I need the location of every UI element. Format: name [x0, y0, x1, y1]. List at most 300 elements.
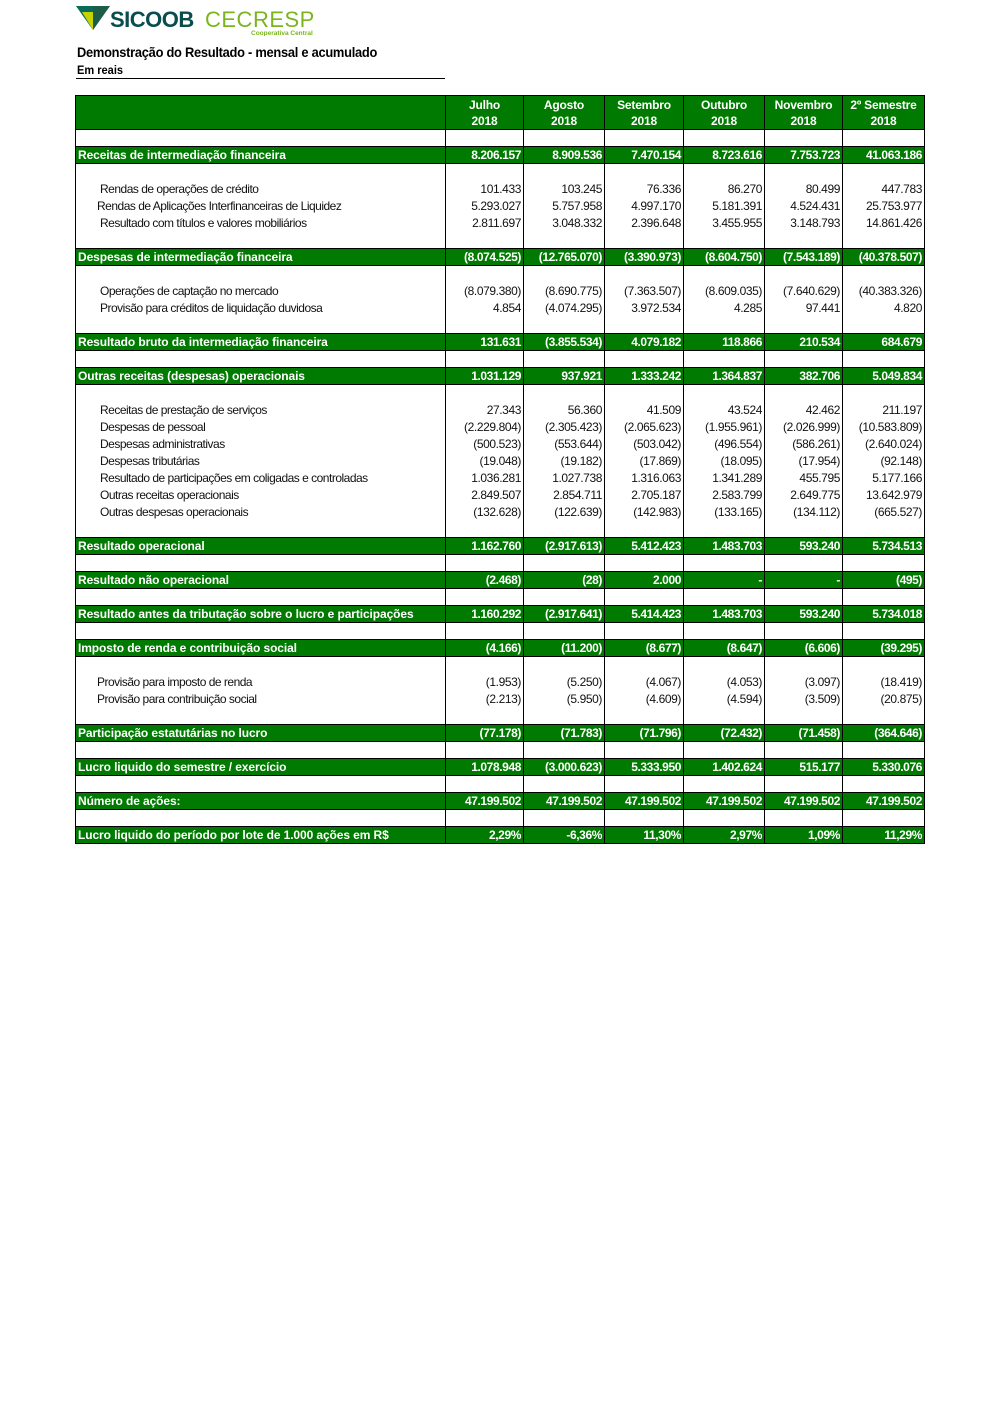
empty-cell — [524, 555, 605, 572]
value-cell: 937.921 — [524, 368, 605, 385]
column-month: Agosto — [543, 97, 585, 112]
value-cell: 3.972.534 — [605, 300, 684, 317]
value-cell: 1.027.738 — [524, 470, 605, 487]
column-year: 2018 — [631, 113, 657, 128]
row-label: Resultado de participações em coligadas e controladas — [76, 470, 446, 487]
empty-cell — [684, 589, 765, 606]
value-cell: 593.240 — [765, 538, 843, 555]
value-cell: (40.383.326) — [843, 283, 925, 300]
value-cell: 3.048.332 — [524, 215, 605, 232]
empty-cell — [843, 317, 925, 334]
empty-cell — [76, 232, 446, 249]
value-cell: (5.250) — [524, 674, 605, 691]
brand-name-part1: SICOOB — [110, 7, 194, 32]
sicoob-chevron-icon — [76, 6, 110, 30]
value-cell: (71.796) — [605, 725, 684, 742]
row-label: Resultado não operacional — [76, 572, 446, 589]
value-cell: (2.213) — [446, 691, 524, 708]
empty-cell — [765, 742, 843, 759]
row-label: Despesas de intermediação financeira — [76, 249, 446, 266]
value-cell: (132.628) — [446, 504, 524, 521]
value-cell: (72.432) — [684, 725, 765, 742]
value-cell: (7.640.629) — [765, 283, 843, 300]
value-cell: (496.554) — [684, 436, 765, 453]
value-cell: 2.649.775 — [765, 487, 843, 504]
empty-cell — [605, 657, 684, 674]
empty-cell — [524, 385, 605, 402]
value-cell: (8.647) — [684, 640, 765, 657]
value-cell: - — [684, 572, 765, 589]
value-cell: (2.305.423) — [524, 419, 605, 436]
column-month: Julho — [469, 97, 500, 112]
empty-cell — [446, 589, 524, 606]
value-cell: 1.162.760 — [446, 538, 524, 555]
line-item-row — [76, 487, 925, 504]
row-label: Outras receitas operacionais — [76, 487, 446, 504]
value-cell: (18.419) — [843, 674, 925, 691]
empty-cell — [605, 555, 684, 572]
empty-cell — [524, 130, 605, 147]
column-header-julho — [446, 96, 524, 130]
line-item-row — [76, 436, 925, 453]
empty-cell — [605, 164, 684, 181]
empty-cell — [524, 657, 605, 674]
value-cell: (4.053) — [684, 674, 765, 691]
column-year: 2018 — [870, 113, 897, 128]
row-label: Receitas de intermediação financeira — [76, 147, 446, 164]
empty-cell — [843, 521, 925, 538]
value-cell: (2.468) — [446, 572, 524, 589]
column-month: Setembro — [617, 97, 671, 112]
value-cell: 4.285 — [684, 300, 765, 317]
empty-cell — [605, 317, 684, 334]
sicoob-logo-graphic — [76, 4, 326, 36]
value-cell: (92.148) — [843, 453, 925, 470]
value-cell: 76.336 — [605, 181, 684, 198]
spacer-row — [76, 164, 925, 181]
line-item-row — [76, 674, 925, 691]
empty-cell — [684, 164, 765, 181]
empty-cell — [684, 266, 765, 283]
value-cell: (1.953) — [446, 674, 524, 691]
empty-cell — [446, 521, 524, 538]
empty-cell — [605, 130, 684, 147]
value-cell: (142.983) — [605, 504, 684, 521]
value-cell: 5.330.076 — [843, 759, 925, 776]
value-cell: (19.182) — [524, 453, 605, 470]
column-year: 2018 — [471, 113, 498, 128]
value-cell: 4.997.170 — [605, 198, 684, 215]
column-header-outubro — [684, 96, 765, 130]
empty-cell — [76, 385, 446, 402]
value-cell: 43.524 — [684, 402, 765, 419]
value-cell: 4.854 — [446, 300, 524, 317]
column-year: 2018 — [551, 113, 577, 128]
empty-cell — [446, 164, 524, 181]
value-cell: (1.955.961) — [684, 419, 765, 436]
row-label: Participação estatutárias no lucro — [76, 725, 446, 742]
column-header-setembro — [605, 96, 684, 130]
column-header-agosto — [524, 96, 605, 130]
value-cell: 2,29% — [446, 827, 524, 844]
value-cell: 4.079.182 — [605, 334, 684, 351]
empty-cell — [765, 657, 843, 674]
row-label: Outras receitas (despesas) operacionais — [76, 368, 446, 385]
value-cell: 14.861.426 — [843, 215, 925, 232]
value-cell: 41.509 — [605, 402, 684, 419]
value-cell: 47.199.502 — [843, 793, 925, 810]
value-cell: (18.095) — [684, 453, 765, 470]
value-cell: 4.524.431 — [765, 198, 843, 215]
row-label: Receitas de prestação de serviços — [76, 402, 446, 419]
value-cell: 97.441 — [765, 300, 843, 317]
value-cell: 118.866 — [684, 334, 765, 351]
value-cell: 382.706 — [765, 368, 843, 385]
empty-cell — [605, 623, 684, 640]
value-cell: 1.031.129 — [446, 368, 524, 385]
value-cell: (40.378.507) — [843, 249, 925, 266]
empty-cell — [843, 266, 925, 283]
value-cell: 47.199.502 — [446, 793, 524, 810]
line-item-row — [76, 504, 925, 521]
empty-cell — [765, 266, 843, 283]
empty-cell — [76, 555, 446, 572]
value-cell: (134.112) — [765, 504, 843, 521]
value-cell: (4.609) — [605, 691, 684, 708]
value-cell: (8.079.380) — [446, 283, 524, 300]
value-cell: (2.065.623) — [605, 419, 684, 436]
value-cell: 47.199.502 — [765, 793, 843, 810]
empty-cell — [605, 232, 684, 249]
line-item-row — [76, 283, 925, 300]
document-title: Demonstração do Resultado - mensal e acumulado — [77, 44, 378, 60]
empty-cell — [843, 589, 925, 606]
section-total-row — [76, 606, 925, 623]
empty-cell — [684, 130, 765, 147]
row-label: Lucro liquido do período por lote de 1.000 ações em R$ — [76, 827, 446, 844]
empty-cell — [684, 810, 765, 827]
value-cell: 13.642.979 — [843, 487, 925, 504]
value-cell: (6.606) — [765, 640, 843, 657]
line-item-row — [76, 198, 925, 215]
empty-cell — [843, 623, 925, 640]
empty-cell — [524, 164, 605, 181]
empty-cell — [843, 776, 925, 793]
empty-cell — [843, 232, 925, 249]
empty-cell — [843, 351, 925, 368]
empty-cell — [524, 623, 605, 640]
value-cell: 455.795 — [765, 470, 843, 487]
empty-cell — [765, 521, 843, 538]
spacer-row — [76, 776, 925, 793]
empty-cell — [446, 317, 524, 334]
empty-cell — [524, 776, 605, 793]
value-cell: 11,29% — [843, 827, 925, 844]
row-label: Outras despesas operacionais — [76, 504, 446, 521]
value-cell: (3.509) — [765, 691, 843, 708]
value-cell: (17.869) — [605, 453, 684, 470]
value-cell: (71.458) — [765, 725, 843, 742]
row-label: Resultado operacional — [76, 538, 446, 555]
row-label: Imposto de renda e contribuição social — [76, 640, 446, 657]
row-label: Resultado antes da tributação sobre o lucro e participações — [76, 606, 446, 623]
line-item-row — [76, 419, 925, 436]
section-total-row — [76, 538, 925, 555]
value-cell: 2.849.507 — [446, 487, 524, 504]
value-cell: (3.855.534) — [524, 334, 605, 351]
value-cell: 2,97% — [684, 827, 765, 844]
empty-cell — [605, 521, 684, 538]
empty-cell — [524, 708, 605, 725]
value-cell: (495) — [843, 572, 925, 589]
value-cell: (2.640.024) — [843, 436, 925, 453]
value-cell: (11.200) — [524, 640, 605, 657]
empty-cell — [76, 130, 446, 147]
value-cell: (7.543.189) — [765, 249, 843, 266]
value-cell: 3.148.793 — [765, 215, 843, 232]
value-cell: 7.470.154 — [605, 147, 684, 164]
value-cell: (503.042) — [605, 436, 684, 453]
empty-cell — [684, 521, 765, 538]
line-item-row — [76, 691, 925, 708]
value-cell: 8.206.157 — [446, 147, 524, 164]
value-cell: (3.390.973) — [605, 249, 684, 266]
empty-cell — [684, 385, 765, 402]
brand-tagline: Cooperativa Central — [251, 30, 313, 36]
line-item-row — [76, 402, 925, 419]
empty-cell — [524, 521, 605, 538]
value-cell: 210.534 — [765, 334, 843, 351]
empty-cell — [684, 623, 765, 640]
value-cell: 47.199.502 — [684, 793, 765, 810]
value-cell: (3.000.623) — [524, 759, 605, 776]
empty-cell — [765, 385, 843, 402]
empty-cell — [605, 385, 684, 402]
empty-cell — [765, 810, 843, 827]
empty-cell — [76, 351, 446, 368]
spacer-row — [76, 130, 925, 147]
empty-cell — [843, 810, 925, 827]
section-total-row — [76, 793, 925, 810]
empty-cell — [76, 810, 446, 827]
row-label: Número de ações: — [76, 793, 446, 810]
empty-cell — [684, 708, 765, 725]
spacer-row — [76, 623, 925, 640]
row-label: Despesas administrativas — [76, 436, 446, 453]
spacer-row — [76, 232, 925, 249]
empty-cell — [76, 266, 446, 283]
row-label: Provisão para créditos de liquidação duvidosa — [76, 300, 446, 317]
empty-cell — [605, 266, 684, 283]
empty-cell — [843, 742, 925, 759]
value-cell: (8.677) — [605, 640, 684, 657]
section-total-row — [76, 725, 925, 742]
value-cell: (8.604.750) — [684, 249, 765, 266]
empty-cell — [446, 810, 524, 827]
value-cell: -6,36% — [524, 827, 605, 844]
row-label: Rendas de Aplicações Interfinanceiras de Liquidez — [76, 198, 446, 215]
spacer-row — [76, 589, 925, 606]
value-cell: 684.679 — [843, 334, 925, 351]
row-label: Provisão para imposto de renda — [76, 674, 446, 691]
column-month: 2º Semestre — [850, 97, 917, 112]
empty-cell — [684, 776, 765, 793]
empty-cell — [76, 164, 446, 181]
value-cell: (17.954) — [765, 453, 843, 470]
value-cell: 8.723.616 — [684, 147, 765, 164]
value-cell: 5.734.513 — [843, 538, 925, 555]
value-cell: 2.705.187 — [605, 487, 684, 504]
spacer-row — [76, 708, 925, 725]
empty-cell — [843, 657, 925, 674]
line-item-row — [76, 453, 925, 470]
spacer-row — [76, 810, 925, 827]
value-cell: (71.783) — [524, 725, 605, 742]
empty-cell — [446, 742, 524, 759]
value-cell: 2.811.697 — [446, 215, 524, 232]
empty-cell — [524, 742, 605, 759]
value-cell: 1.316.063 — [605, 470, 684, 487]
empty-cell — [446, 232, 524, 249]
empty-cell — [765, 130, 843, 147]
section-total-row — [76, 249, 925, 266]
row-label: Despesas tributárias — [76, 453, 446, 470]
value-cell: (12.765.070) — [524, 249, 605, 266]
empty-cell — [765, 232, 843, 249]
value-cell: 593.240 — [765, 606, 843, 623]
column-year: 2018 — [711, 113, 737, 128]
empty-cell — [446, 385, 524, 402]
empty-cell — [76, 657, 446, 674]
row-label: Resultado com títulos e valores mobiliários — [76, 215, 446, 232]
value-cell: (10.583.809) — [843, 419, 925, 436]
table-body — [76, 130, 925, 844]
empty-cell — [524, 810, 605, 827]
column-header-semestre — [843, 96, 925, 130]
value-cell: 515.177 — [765, 759, 843, 776]
empty-cell — [765, 317, 843, 334]
value-cell: (665.527) — [843, 504, 925, 521]
empty-cell — [76, 623, 446, 640]
header-label-cell — [76, 96, 446, 130]
value-cell: 1.078.948 — [446, 759, 524, 776]
section-total-row — [76, 572, 925, 589]
section-total-row — [76, 759, 925, 776]
empty-cell — [605, 708, 684, 725]
empty-cell — [76, 776, 446, 793]
section-total-row — [76, 827, 925, 844]
document-subtitle: Em reais — [77, 63, 124, 77]
spacer-row — [76, 657, 925, 674]
empty-cell — [684, 317, 765, 334]
value-cell: 447.783 — [843, 181, 925, 198]
empty-cell — [524, 317, 605, 334]
table-header-row — [76, 96, 925, 130]
empty-cell — [765, 555, 843, 572]
spacer-row — [76, 555, 925, 572]
empty-cell — [446, 657, 524, 674]
empty-cell — [765, 776, 843, 793]
value-cell: 5.181.391 — [684, 198, 765, 215]
line-item-row — [76, 300, 925, 317]
row-label: Resultado bruto da intermediação financeira — [76, 334, 446, 351]
value-cell: 1.483.703 — [684, 538, 765, 555]
row-label: Operações de captação no mercado — [76, 283, 446, 300]
empty-cell — [684, 657, 765, 674]
value-cell: (586.261) — [765, 436, 843, 453]
value-cell: 1.333.242 — [605, 368, 684, 385]
value-cell: 1.402.624 — [684, 759, 765, 776]
value-cell: 4.820 — [843, 300, 925, 317]
value-cell: 2.583.799 — [684, 487, 765, 504]
empty-cell — [684, 555, 765, 572]
brand-logo — [76, 4, 326, 34]
line-item-row — [76, 215, 925, 232]
empty-cell — [765, 351, 843, 368]
value-cell: 7.753.723 — [765, 147, 843, 164]
spacer-row — [76, 317, 925, 334]
empty-cell — [446, 351, 524, 368]
empty-cell — [446, 776, 524, 793]
value-cell: 25.753.977 — [843, 198, 925, 215]
empty-cell — [843, 164, 925, 181]
empty-cell — [605, 742, 684, 759]
value-cell: (19.048) — [446, 453, 524, 470]
column-header-novembro — [765, 96, 843, 130]
value-cell: (8.690.775) — [524, 283, 605, 300]
empty-cell — [605, 810, 684, 827]
line-item-row — [76, 181, 925, 198]
value-cell: 5.049.834 — [843, 368, 925, 385]
value-cell: (2.229.804) — [446, 419, 524, 436]
value-cell: 56.360 — [524, 402, 605, 419]
column-month: Novembro — [774, 97, 833, 112]
row-label: Rendas de operações de crédito — [76, 181, 446, 198]
empty-cell — [446, 130, 524, 147]
value-cell: 5.333.950 — [605, 759, 684, 776]
value-cell: 47.199.502 — [524, 793, 605, 810]
empty-cell — [76, 589, 446, 606]
section-total-row — [76, 640, 925, 657]
empty-cell — [76, 742, 446, 759]
value-cell: 1.036.281 — [446, 470, 524, 487]
value-cell: (28) — [524, 572, 605, 589]
empty-cell — [843, 555, 925, 572]
value-cell: (122.639) — [524, 504, 605, 521]
section-total-row — [76, 368, 925, 385]
column-year: 2018 — [790, 113, 817, 128]
empty-cell — [765, 164, 843, 181]
value-cell: 27.343 — [446, 402, 524, 419]
empty-cell — [524, 266, 605, 283]
value-cell: (4.067) — [605, 674, 684, 691]
value-cell: 2.000 — [605, 572, 684, 589]
value-cell: 1,09% — [765, 827, 843, 844]
value-cell: (500.523) — [446, 436, 524, 453]
value-cell: 2.854.711 — [524, 487, 605, 504]
empty-cell — [684, 742, 765, 759]
value-cell: (364.646) — [843, 725, 925, 742]
empty-cell — [843, 130, 925, 147]
spacer-row — [76, 742, 925, 759]
empty-cell — [684, 351, 765, 368]
value-cell: (2.917.613) — [524, 538, 605, 555]
value-cell: (7.363.507) — [605, 283, 684, 300]
row-label: Lucro liquido do semestre / exercício — [76, 759, 446, 776]
empty-cell — [446, 708, 524, 725]
value-cell: (4.074.295) — [524, 300, 605, 317]
value-cell: (4.166) — [446, 640, 524, 657]
